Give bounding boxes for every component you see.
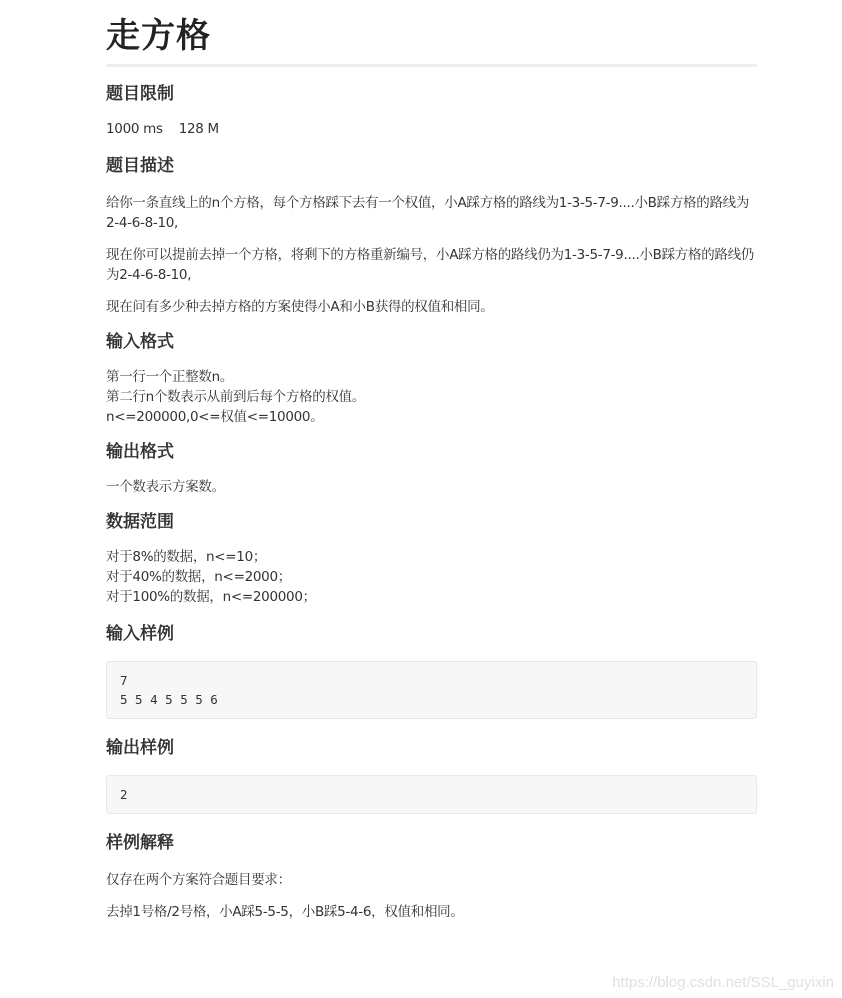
data-range-lines — [106, 547, 757, 607]
problem-content — [106, 0, 757, 922]
page-title: 走方格 — [106, 16, 211, 56]
title-divider — [106, 64, 757, 67]
input-format-line-3: n<=200000,0<=权值<=10000。 — [106, 409, 324, 425]
output-format-text: 一个数表示方案数。 — [106, 479, 225, 495]
explanation-paragraph-1: 仅存在两个方案符合题目要求： — [106, 872, 291, 888]
watermark: https://blog.csdn.net/SSL_guyixin — [612, 974, 834, 991]
description-paragraph-1: 给你一条直线上的n个方格，每个方格踩下去有一个权值，小A踩方格的路线为1-3-5-7-9....小B踩方格的路线为2-4-6-8-10, — [106, 195, 750, 231]
sample-output-code[interactable]: 2 — [106, 775, 757, 814]
input-format-heading: 输入格式 — [106, 332, 174, 352]
input-format-lines — [106, 367, 757, 427]
input-format-line-2: 第二行n个数表示从前到后每个方格的权值。 — [106, 389, 366, 405]
limits-text: 1000 ms 128 M — [106, 121, 219, 137]
limits-heading: 题目限制 — [106, 84, 174, 104]
data-range-line-2: 对于40%的数据，n<=2000； — [106, 569, 291, 585]
sample-output-heading: 输出样例 — [106, 738, 174, 758]
explanation-heading: 样例解释 — [106, 833, 174, 853]
sample-input-code[interactable]: 7 5 5 4 5 5 5 6 — [106, 661, 757, 719]
data-range-line-3: 对于100%的数据，n<=200000； — [106, 589, 316, 605]
input-format-line-1: 第一行一个正整数n。 — [106, 369, 234, 385]
description-paragraph-3: 现在问有多少种去掉方格的方案使得小A和小B获得的权值和相同。 — [106, 299, 494, 315]
sample-input-heading: 输入样例 — [106, 624, 174, 644]
data-range-line-1: 对于8%的数据，n<=10； — [106, 549, 267, 565]
description-heading: 题目描述 — [106, 156, 174, 176]
output-format-heading: 输出格式 — [106, 442, 174, 462]
explanation-paragraph-2: 去掉1号格/2号格，小A踩5-5-5，小B踩5-4-6，权值和相同。 — [106, 904, 464, 920]
data-range-heading: 数据范围 — [106, 512, 174, 532]
description-paragraph-2: 现在你可以提前去掉一个方格，将剩下的方格重新编号，小A踩方格的路线仍为1-3-5-7-9....小B踩方格的路线仍为2-4-6-8-10, — [106, 247, 754, 283]
